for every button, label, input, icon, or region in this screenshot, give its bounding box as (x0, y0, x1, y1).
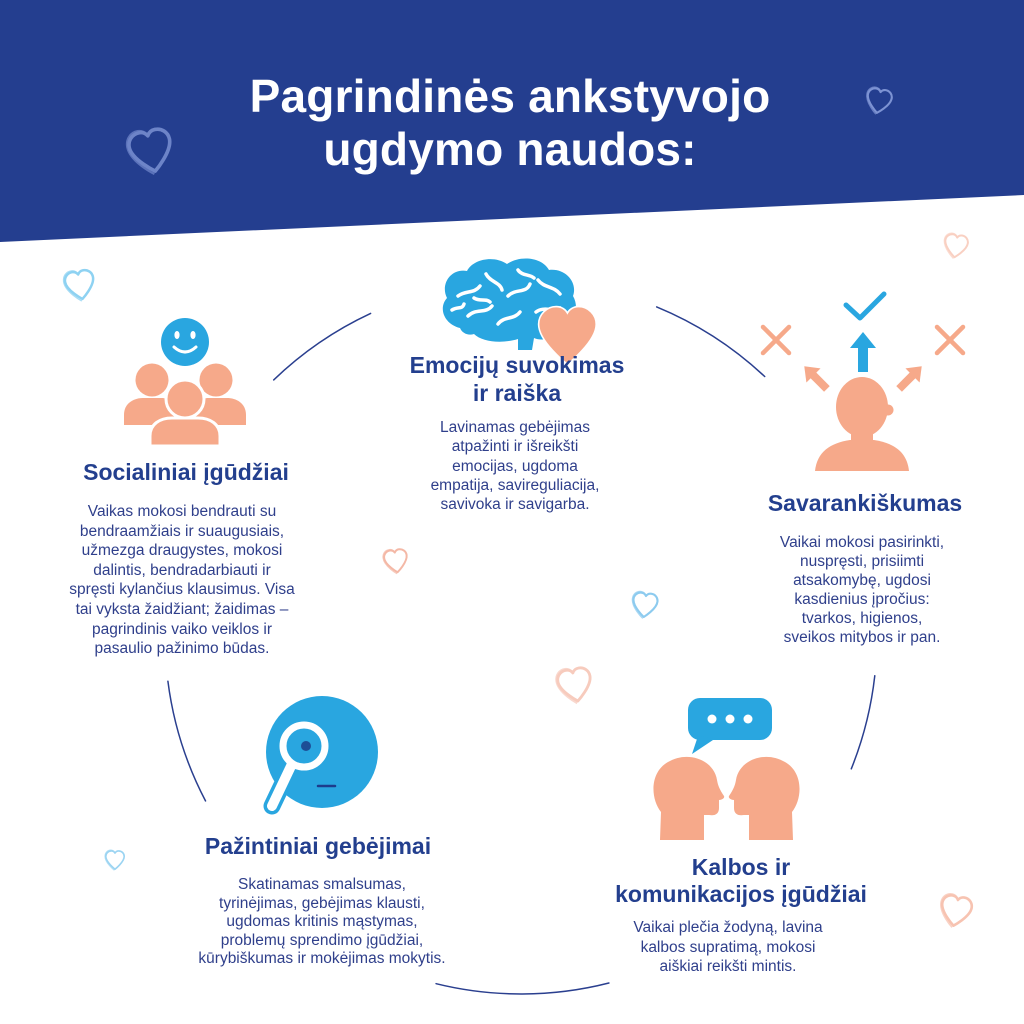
check-mark-icon (846, 294, 884, 318)
heart-icon (630, 591, 658, 620)
connector-arc (274, 313, 371, 380)
description-line: sveikos mitybos ir pan. (783, 629, 941, 646)
description-line: nuspręsti, prisiimti (799, 553, 925, 570)
x-mark-icon (763, 327, 789, 353)
heart-icon (554, 665, 594, 706)
person-ear (883, 405, 894, 416)
connector-arc (657, 307, 765, 377)
section-description-independence (732, 533, 992, 647)
description-line: Lavinamas gebėjimas (440, 419, 590, 436)
x-mark-icon (937, 327, 963, 353)
section-title-communication (571, 854, 911, 908)
connector-arc (851, 676, 875, 769)
heart-icon (62, 267, 97, 303)
section-title-line: Savarankiškumas (767, 490, 963, 516)
description-line: bendraamžiais ir suaugusiais, (79, 522, 285, 540)
arrow-shaft (858, 346, 868, 372)
section-title-social (36, 458, 336, 486)
connector-arc (436, 983, 609, 994)
section-title-line: Kalbos ir (691, 854, 791, 880)
person-bust-icon (815, 377, 909, 471)
section-title-line: ir raiška (472, 380, 562, 406)
page-title (0, 70, 1020, 176)
description-line: empatija, savireguliacija, (430, 476, 600, 494)
description-line: Vaikai mokosi pasirinkti, (779, 534, 945, 551)
description-line: dalintis, bendradarbiauti ir (93, 561, 271, 579)
description-line: kūrybiškumas ir mokėjimas mokytis. (198, 950, 446, 968)
person-shoulders (815, 440, 909, 471)
description-line: užmezga draugystes, mokosi (81, 542, 283, 560)
person-head (166, 380, 204, 418)
person-head (200, 364, 233, 397)
description-line: savivoka ir savigarba. (440, 496, 590, 514)
smiley-eye (174, 331, 179, 339)
magnifier-face-icon (266, 696, 378, 808)
page-title-line: ugdymo naudos: (323, 123, 697, 175)
description-line: tyrinėjimas, gebėjimas klausti, (219, 894, 425, 912)
description-line: Vaikai plečia žodyną, lavina (633, 919, 823, 936)
person-head (136, 364, 169, 397)
heart-icon (942, 232, 969, 260)
description-line: tvarkos, higienos, (801, 610, 923, 627)
section-description-emotions (375, 418, 655, 514)
section-title-emotions (367, 351, 667, 407)
speech-dot (708, 715, 717, 724)
description-line: ugdomas kritinis mąstymas, (226, 913, 418, 931)
decision-head-icon (763, 294, 963, 471)
description-line: problemų sprendimo įgūdžiai, (220, 931, 424, 949)
description-line: spręsti kylančius klausimus. Visa (69, 581, 295, 599)
description-line: pasaulio pažinimo būdas. (94, 640, 270, 658)
magnifier-pupil (301, 741, 311, 751)
brain-heart-icon (443, 258, 596, 364)
speech-dot (744, 715, 753, 724)
heart-icon (937, 892, 973, 930)
head-profile-icon (653, 757, 724, 840)
description-line: kalbos supratimą, mokosi (640, 938, 816, 956)
description-line: tai vyksta žaidžiant; žaidimas – (75, 600, 289, 618)
description-line: aiškiai reikšti mintis. (659, 958, 797, 975)
speech-bubble-icon (688, 698, 772, 754)
description-line: Skatinamas smalsumas, (238, 876, 406, 893)
description-line: emocijas, ugdoma (452, 457, 578, 475)
person-body (150, 418, 220, 446)
description-line: pagrindinis vaiko veiklos ir (91, 620, 273, 638)
section-title-independence (735, 489, 995, 517)
section-title-line: Emocijų suvokimas (409, 352, 625, 378)
section-title-line: Socialiniai įgūdžiai (83, 459, 289, 485)
section-description-social (22, 502, 342, 659)
smiley-eye (190, 331, 195, 339)
section-description-cognitive (152, 876, 492, 969)
description-line: kasdienius įpročius: (794, 591, 930, 608)
connector-arc (168, 681, 206, 801)
speech-dot (726, 715, 735, 724)
arrow-head (850, 332, 876, 348)
description-line: atsakomybę, ugdosi (793, 572, 931, 589)
heart-icon (105, 850, 124, 870)
conversation-icon (653, 698, 799, 840)
arrow-up-icon (850, 332, 876, 372)
smiley-face-icon (161, 318, 209, 366)
section-title-line: Pažintiniai gebėjimai (204, 833, 432, 859)
heart-icon (382, 547, 409, 575)
person-head (836, 377, 888, 437)
arrow-up-right-icon (892, 359, 929, 396)
people-group-icon (124, 318, 246, 446)
section-title-line: komunikacijos įgūdžiai (615, 881, 867, 907)
section-title-cognitive (158, 832, 478, 860)
description-line: Vaikas mokosi bendrauti su (87, 503, 277, 520)
smiley-circle (161, 318, 209, 366)
head-profile-icon (729, 757, 800, 840)
arrow-up-left-icon (797, 359, 834, 396)
description-line: atpažinti ir išreikšti (451, 438, 579, 456)
section-description-communication (578, 918, 878, 977)
page-title-line: Pagrindinės ankstyvojo (249, 70, 771, 122)
